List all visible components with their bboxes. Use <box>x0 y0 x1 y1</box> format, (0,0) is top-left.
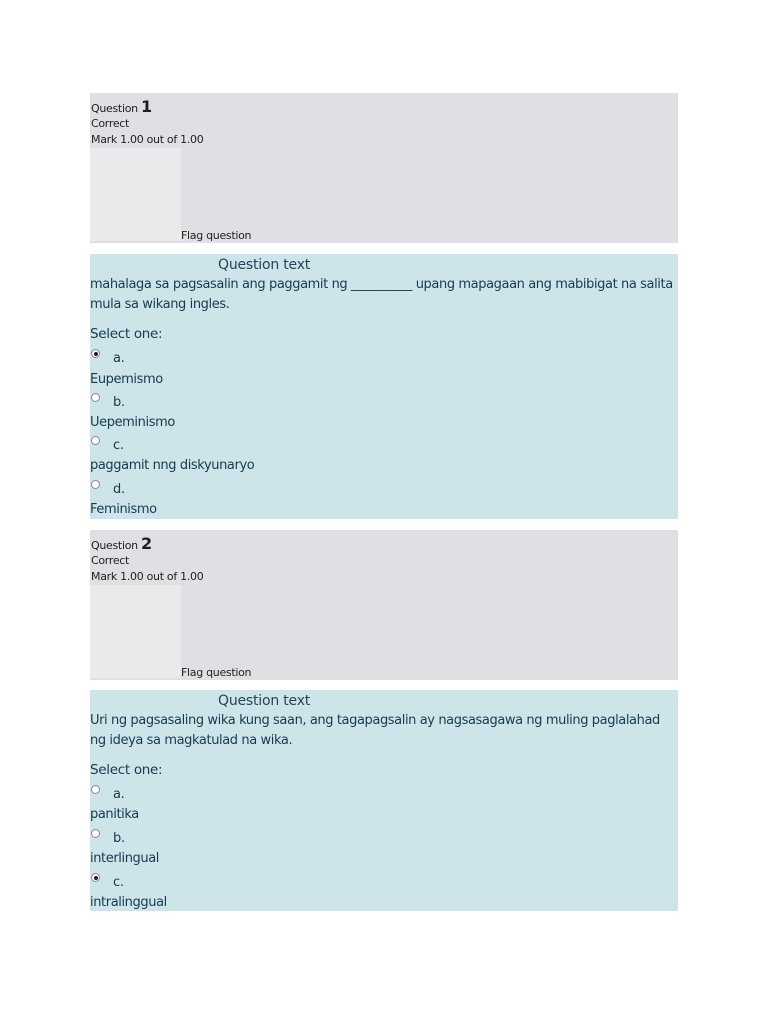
question-number: Question 2 <box>91 534 152 553</box>
option-answer[interactable]: intralinggual <box>90 895 167 910</box>
option-letter: c. <box>113 438 124 453</box>
select-one-prompt: Select one: <box>90 326 163 342</box>
question-text-heading: Question text <box>218 693 311 709</box>
option-answer[interactable]: paggamit nng diskyunaryo <box>90 458 255 473</box>
question-text-heading: Question text <box>218 257 311 273</box>
question-2-content <box>90 690 678 911</box>
question-2-info <box>90 530 678 680</box>
question-text: mahalaga sa pagsasalin ang paggamit ng __________ upang mapagaan ang mabibigat na salita mula sa wikang ingles. <box>90 277 673 312</box>
radio-option-a[interactable] <box>91 349 100 358</box>
option-letter: c. <box>113 875 124 890</box>
question-grade: Mark 1.00 out of 1.00 <box>91 133 204 146</box>
radio-option-c[interactable] <box>91 873 100 882</box>
flag-icon[interactable] <box>90 148 181 241</box>
option-letter: b. <box>113 831 125 846</box>
option-answer[interactable]: Eupemismo <box>90 372 163 387</box>
option-letter: d. <box>113 482 125 497</box>
question-number: Question 1 <box>91 97 152 116</box>
question-text: Uri ng pagsasaling wika kung saan, ang tagapagsalin ay nagsasagawa ng muling paglalahad ng ideya sa magkatulad na wika. <box>90 713 660 748</box>
option-answer[interactable]: panitika <box>90 807 139 822</box>
option-answer[interactable]: Feminismo <box>90 502 157 517</box>
radio-option-c[interactable] <box>91 436 100 445</box>
flag-question-link[interactable]: Flag question <box>181 666 252 679</box>
option-letter: a. <box>113 787 125 802</box>
question-state: Correct <box>91 554 130 567</box>
option-answer[interactable]: interlingual <box>90 851 160 866</box>
radio-option-d[interactable] <box>91 480 100 489</box>
radio-option-b[interactable] <box>91 393 100 402</box>
option-answer[interactable]: Uepeminismo <box>90 415 175 430</box>
option-letter: a. <box>113 351 125 366</box>
radio-option-a[interactable] <box>91 785 100 794</box>
option-letter: b. <box>113 395 125 410</box>
question-1-content <box>90 254 678 519</box>
question-grade: Mark 1.00 out of 1.00 <box>91 570 204 583</box>
flag-icon[interactable] <box>90 585 181 678</box>
question-1-info <box>90 93 678 243</box>
select-one-prompt: Select one: <box>90 762 163 778</box>
flag-question-link[interactable]: Flag question <box>181 229 252 242</box>
radio-option-b[interactable] <box>91 829 100 838</box>
question-state: Correct <box>91 117 130 130</box>
